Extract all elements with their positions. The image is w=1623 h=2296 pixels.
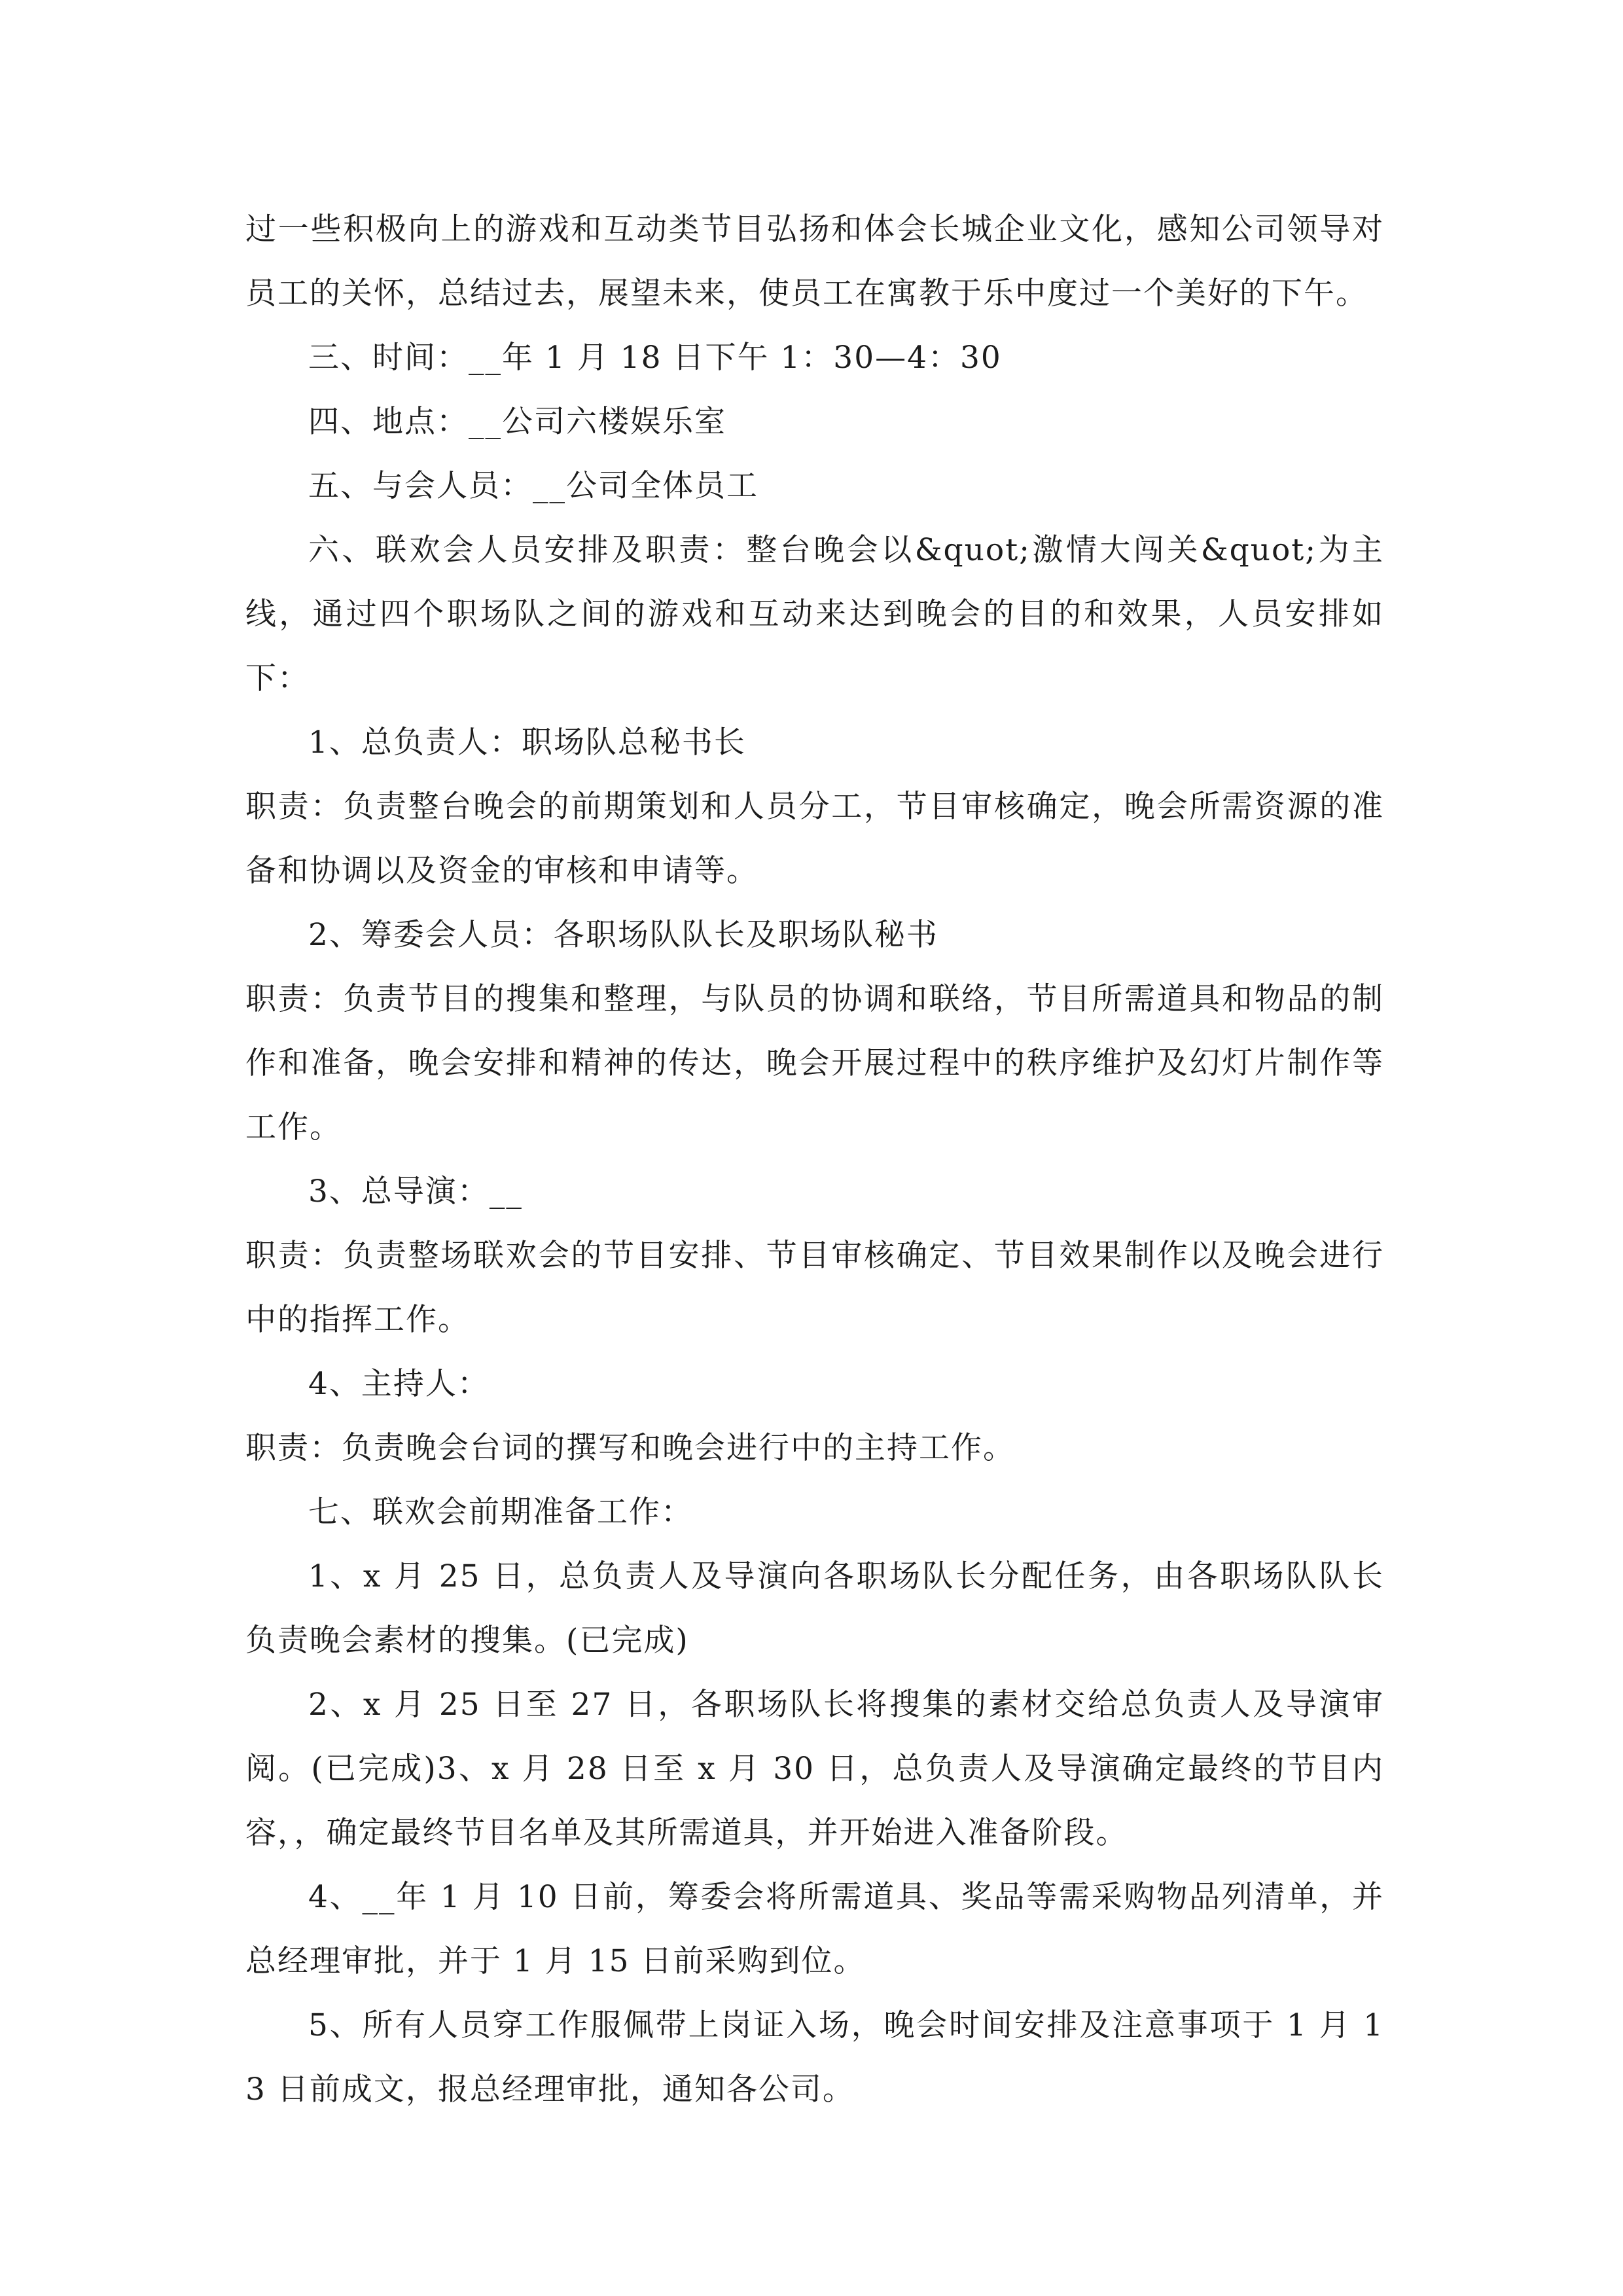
paragraph-prep-step-5: 5、所有人员穿工作服佩带上岗证入场，晚会时间安排及注意事项于 1 月 13 日前成文，报总经理审批，通知各公司。 [245,2007,1384,2108]
paragraph-director: 3、总导演：__ [308,1174,523,1210]
document-body [245,198,1384,2122]
paragraph-preparation-heading: 七、联欢会前期准备工作： [308,1494,693,1530]
paragraph-attendees: 五、与会人员：__公司全体员工 [308,468,758,504]
paragraph-prep-step-2-3: 2、x 月 25 日至 27 日，各职场队长将搜集的素材交给总负责人及导演审阅。(已完成)3、x 月 28 日至 x 月 30 日，总负责人及导演确定最终的节目内容，，确定最终节目名单及其所需道具，并开始进入准备阶段。 [245,1687,1384,1851]
paragraph-prep-step-4: 4、__年 1 月 10 日前，筹委会将所需道具、奖品等需采购物品列清单，并总经理审批，并于 1 月 15 日前采购到位。 [245,1879,1384,1979]
paragraph-continuation: 过一些积极向上的游戏和互动类节目弘扬和体会长城企业文化，感知公司领导对员工的关怀，总结过去，展望未来，使员工在寓教于乐中度过一个美好的下午。 [245,211,1384,312]
paragraph-staff-arrangement: 六、联欢会人员安排及职责：整台晚会以&quot;激情大闯关&quot;为主线，通过四个职场队之间的游戏和互动来达到晚会的目的和效果，人员安排如下： [245,532,1384,696]
paragraph-location: 四、地点：__公司六楼娱乐室 [308,404,726,440]
paragraph-host-duties: 职责：负责晚会台词的撰写和晚会进行中的主持工作。 [245,1430,1015,1466]
paragraph-chief-leader: 1、总负责人：职场队总秘书长 [308,725,746,761]
paragraph-chief-duties: 职责：负责整台晚会的前期策划和人员分工，节目审核确定，晚会所需资源的准备和协调以及资金的审核和申请等。 [245,789,1384,889]
paragraph-committee: 2、筹委会人员：各职场队队长及职场队秘书 [308,917,938,953]
paragraph-prep-step-1: 1、x 月 25 日，总负责人及导演向各职场队长分配任务，由各职场队队长负责晚会素材的搜集。(已完成) [245,1558,1384,1659]
paragraph-director-duties: 职责：负责整场联欢会的节目安排、节目审核确定、节目效果制作以及晚会进行中的指挥工作。 [245,1238,1384,1338]
paragraph-committee-duties: 职责：负责节目的搜集和整理，与队员的协调和联络，节目所需道具和物品的制作和准备，晚会安排和精神的传达，晚会开展过程中的秩序维护及幻灯片制作等工作。 [245,981,1384,1145]
paragraph-time: 三、时间：__年 1 月 18 日下午 1：30—4：30 [308,340,1002,376]
paragraph-host: 4、主持人： [308,1366,490,1402]
